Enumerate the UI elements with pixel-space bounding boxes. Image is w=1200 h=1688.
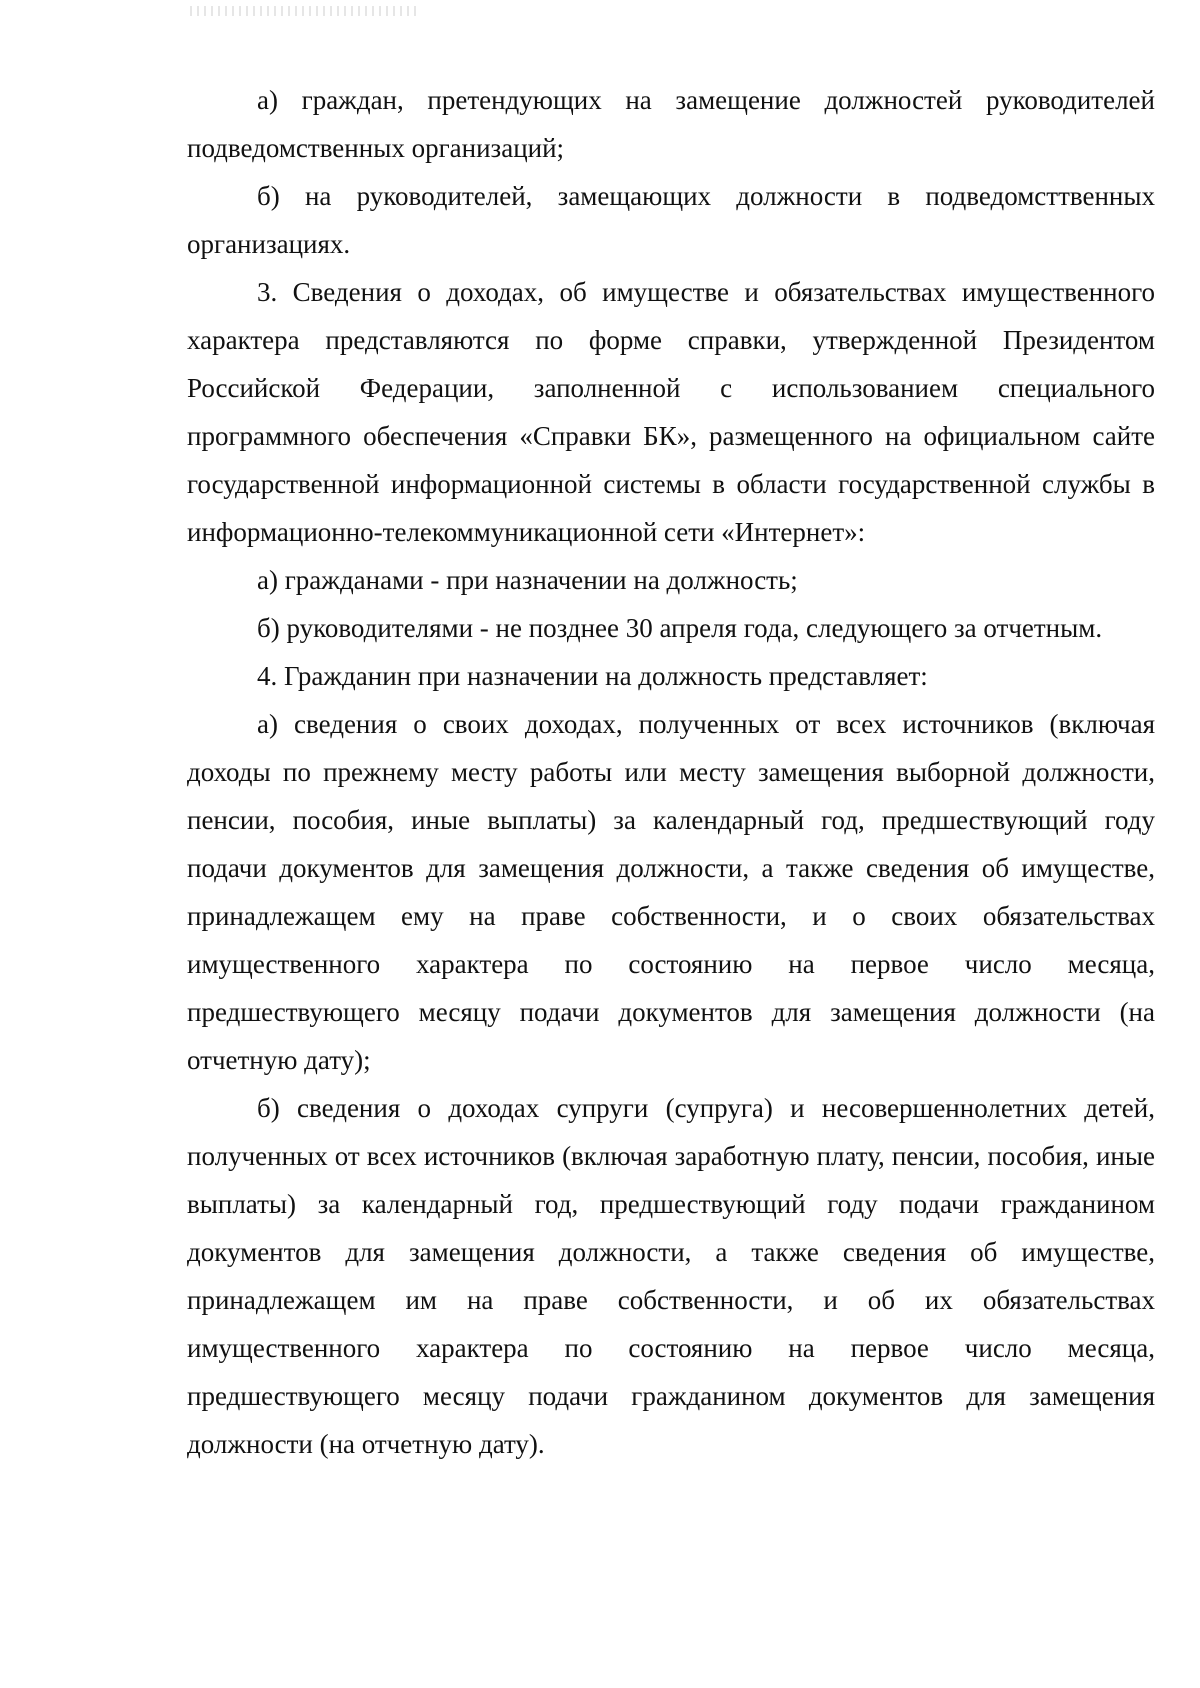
paragraph-3b: б) руководителями - не позднее 30 апреля года, следующего за отчетным. [257,613,1103,643]
scan-artifact [190,6,420,16]
paragraph-2a: а) граждан, претендующих на замещение должностей руководителей подведомственных организаций; [187,85,1155,163]
paragraph-3a: а) гражданами - при назначении на должность; [257,565,798,595]
paragraph-4: 4. Гражданин при назначении на должность представляет: [257,661,928,691]
paragraph-4a: а) сведения о своих доходах, полученных от всех источников (включая доходы по прежнему месту работы или месту замещения выборной должности, пенсии, пособия, иные выплаты) за календарный год, предшествующий году подачи документов для замещения должности, а также сведения об имуществе, принадлежащем ему на праве собственности, и о своих обязательствах имущественного характера по состоянию на первое число месяца, предшествующего месяцу подачи документов для замещения должности (на отчетную дату); [187,709,1155,1075]
document-body [187,76,1155,1468]
paragraph-2b: б) на руководителей, замещающих должности в подведомсттвенных организациях. [187,181,1155,259]
paragraph-4b: б) сведения о доходах супруги (супруга) и несовершеннолетних детей, полученных от всех источников (включая заработную плату, пенсии, пособия, иные выплаты) за календарный год, предшествующий году подачи гражданином документов для замещения должности, а также сведения об имуществе, принадлежащем им на праве собственности, и об их обязательствах имущественного характера по состоянию на первое число месяца, предшествующего месяцу подачи гражданином документов для замещения должности (на отчетную дату). [187,1093,1155,1459]
paragraph-3: 3. Сведения о доходах, об имуществе и обязательствах имущественного характера представляются по форме справки, утвержденной Президентом Российской Федерации, заполненной с использованием специального программного обеспечения «Справки БК», размещенного на официальном сайте государственной информационной системы в области государственной службы в информационно-телекоммуникационной сети «Интернет»: [187,277,1155,547]
